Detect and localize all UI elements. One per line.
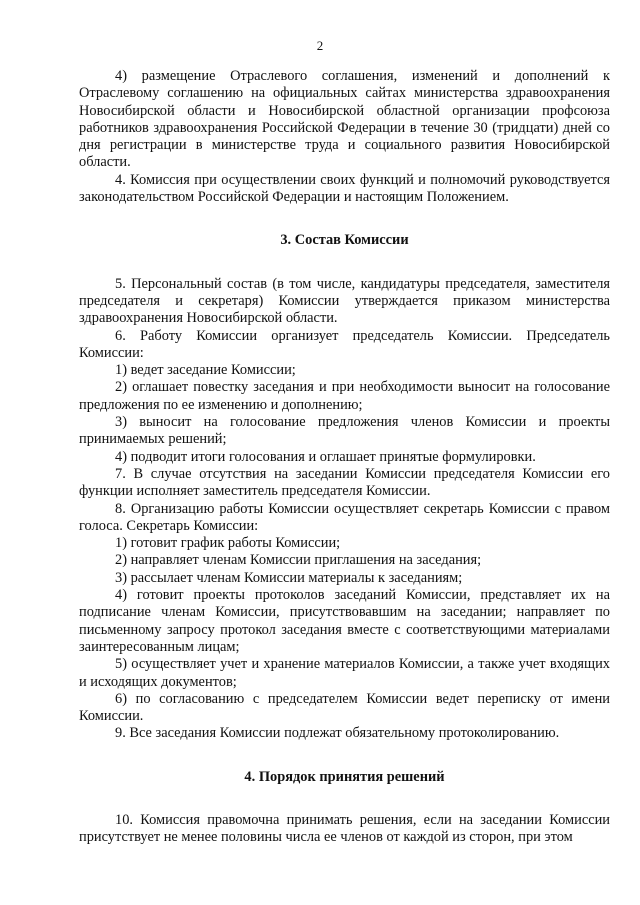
- list-item: 2) направляет членам Комиссии приглашения на заседания;: [115, 552, 482, 569]
- list-item: 3) рассылает членам Комиссии материалы к заседаниям;: [115, 569, 463, 586]
- page-number: 2: [316, 38, 324, 53]
- document-body: [79, 68, 610, 847]
- paragraph: 4. Комиссия при осуществлении своих функций и полномочий руководствуется законодательством Российской Федерации и настоящим Положением.: [79, 171, 610, 206]
- section-heading: 4. Порядок принятия решений: [244, 768, 445, 785]
- paragraph: 4) размещение Отраслевого соглашения, изменений и дополнений к Отраслевому соглашению на официальных сайтах министерства здравоохранения Новосибирской области и Новосибирской областной организации профсоюза работников здравоохранения Российской Федерации в течение 30 (тридцати) дней со дня регистрации в министерстве труда и социального развития Новосибирской области.: [79, 68, 610, 171]
- paragraph: 10. Комиссия правомочна принимать решения, если на заседании Комиссии присутствует не менее половины числа ее членов от каждой из сторон, при этом: [79, 811, 610, 846]
- paragraph: 5. Персональный состав (в том числе, кандидатуры председателя, заместителя председателя и секретаря) Комиссии утверждается приказом министерства здравоохранения Новосибирской области.: [79, 275, 610, 327]
- section-heading: 3. Состав Комиссии: [280, 232, 409, 249]
- list-item: 5) осуществляет учет и хранение материалов Комиссии, а также учет входящих и исходящих документов;: [79, 656, 610, 690]
- list-item: 4) готовит проекты протоколов заседаний Комиссии, представляет их на подписание членам Комиссии, присутствовавшим на заседании; направляет по письменному запросу протокол заседания вместе с соответствующими материалами заинтересованным лицам;: [79, 587, 610, 655]
- paragraph: 7. В случае отсутствия на заседании Комиссии председателя Комиссии его функции исполняет заместитель председателя Комиссии.: [79, 465, 610, 500]
- paragraph: 9. Все заседания Комиссии подлежат обязательному протоколированию.: [115, 725, 560, 742]
- list-item: 1) готовит график работы Комиссии;: [115, 535, 341, 552]
- list-item: 4) подводит итоги голосования и оглашает принятые формулировки.: [115, 448, 536, 465]
- list-item: 3) выносит на голосование предложения членов Комиссии и проекты принимаемых решений;: [79, 414, 610, 448]
- paragraph: 6. Работу Комиссии организует председатель Комиссии. Председатель Комиссии:: [79, 327, 610, 361]
- list-item: 2) оглашает повестку заседания и при необходимости выносит на голосование предложения по ее изменению и дополнению;: [79, 379, 610, 413]
- paragraph: 8. Организацию работы Комиссии осуществляет секретарь Комиссии с правом голоса. Секретарь Комиссии:: [79, 500, 610, 534]
- list-item: 6) по согласованию с председателем Комиссии ведет переписку от имени Комиссии.: [79, 690, 610, 725]
- list-item: 1) ведет заседание Комиссии;: [115, 362, 296, 379]
